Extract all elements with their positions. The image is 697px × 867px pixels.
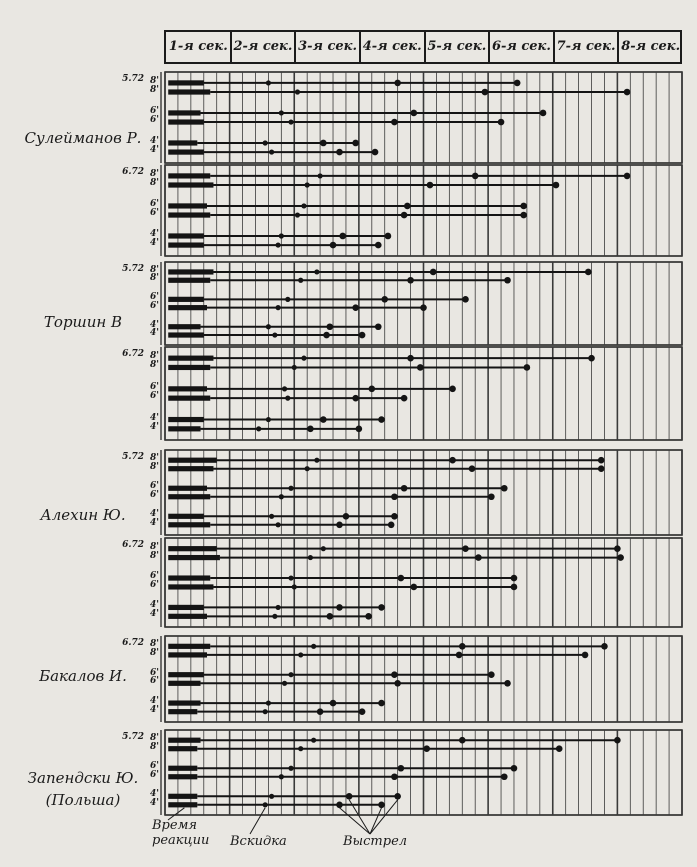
shot-point <box>356 426 363 433</box>
reaction-bar <box>168 119 204 124</box>
shot-point <box>326 323 333 330</box>
shot-point <box>336 604 343 611</box>
shot-point <box>511 584 518 591</box>
distance-label: 4' <box>149 696 159 707</box>
shot-point <box>511 765 518 772</box>
second-label-3: 3-я сек. <box>298 39 357 54</box>
distance-label: 6' <box>149 208 159 219</box>
shot-point <box>372 149 379 156</box>
session-date: 6.72 <box>122 167 144 177</box>
reaction-bar <box>168 466 213 471</box>
toss-point <box>275 605 280 610</box>
distance-label: 8' <box>149 178 159 189</box>
toss-point <box>288 119 293 124</box>
shot-point <box>582 652 589 659</box>
shot-point <box>359 708 366 715</box>
reaction-bar <box>168 605 204 610</box>
legend-toss: Вскидка <box>230 834 287 849</box>
reaction-bar <box>168 546 216 551</box>
toss-point <box>292 584 297 589</box>
distance-label: 6' <box>149 481 159 492</box>
toss-point <box>279 233 284 238</box>
toss-point <box>288 486 293 491</box>
legend-reaction-line1: Время <box>152 818 197 833</box>
athlete-name: Алехин Ю. <box>40 506 126 524</box>
reaction-bar <box>168 396 210 401</box>
shot-point <box>501 773 508 780</box>
shot-point <box>624 89 631 96</box>
shot-point <box>336 149 343 156</box>
shot-point <box>520 212 527 219</box>
legend-reaction <box>152 818 209 848</box>
reaction-bar <box>168 365 210 370</box>
reaction-bar <box>168 766 197 771</box>
reaction-bar <box>168 110 200 115</box>
shot-point <box>601 643 608 650</box>
toss-point <box>311 738 316 743</box>
toss-point <box>263 140 268 145</box>
toss-point <box>288 766 293 771</box>
reaction-bar <box>168 614 207 619</box>
shot-point <box>459 643 466 650</box>
shot-point <box>430 269 437 276</box>
reaction-bar <box>168 486 207 491</box>
session-date: 5.72 <box>122 452 144 462</box>
reaction-bar <box>168 173 210 178</box>
distance-label: 8' <box>149 461 159 472</box>
shot-point <box>401 485 408 492</box>
reaction-bar <box>168 584 213 589</box>
shot-point <box>391 119 398 126</box>
distance-label: 8' <box>149 168 159 179</box>
shot-point <box>320 416 327 423</box>
reaction-bar <box>168 522 210 527</box>
toss-point <box>298 746 303 751</box>
shot-point <box>385 233 392 240</box>
second-label-8: 8-я сек. <box>621 39 681 54</box>
shot-point <box>520 203 527 210</box>
shot-point <box>381 296 388 303</box>
reaction-bar <box>168 242 204 247</box>
legend-reaction-line2: реакции <box>152 833 210 848</box>
shot-point <box>462 545 469 552</box>
reaction-bar <box>168 305 207 310</box>
shot-point <box>375 242 382 249</box>
shot-point <box>588 355 595 362</box>
reaction-bar <box>168 652 207 657</box>
distance-label: 8' <box>149 360 159 371</box>
reaction-bar <box>168 297 204 302</box>
shot-point <box>352 304 359 311</box>
distance-label: 4' <box>149 797 159 808</box>
shot-point <box>524 364 531 371</box>
shot-point <box>394 80 401 87</box>
shot-point <box>378 604 385 611</box>
distance-label: 4' <box>149 412 159 423</box>
distance-label: 4' <box>149 600 159 611</box>
toss-point <box>282 386 287 391</box>
reaction-bar <box>168 233 204 238</box>
athlete-name: Бакалов И. <box>39 667 127 685</box>
session-date: 6.72 <box>122 540 144 550</box>
shot-point <box>511 575 518 582</box>
shot-point <box>404 203 411 210</box>
shot-point <box>488 671 495 678</box>
shot-point <box>556 745 563 752</box>
distance-label: 8' <box>149 541 159 552</box>
reaction-bar <box>168 80 204 85</box>
distance-label: 6' <box>149 300 159 311</box>
shot-point <box>598 465 605 472</box>
shot-point <box>375 323 382 330</box>
distance-label: 8' <box>149 550 159 561</box>
toss-point <box>288 672 293 677</box>
reaction-bar <box>168 332 204 337</box>
distance-label: 6' <box>149 667 159 678</box>
toss-point <box>269 794 274 799</box>
distance-label: 6' <box>149 115 159 126</box>
reaction-bar <box>168 203 207 208</box>
legend-pointer-toss <box>250 808 265 834</box>
shot-point <box>391 773 398 780</box>
shot-point <box>420 304 427 311</box>
reaction-bar <box>168 356 213 361</box>
shot-point <box>475 554 482 561</box>
toss-point <box>301 203 306 208</box>
shot-point <box>336 522 343 529</box>
toss-point <box>288 575 293 580</box>
toss-point <box>295 212 300 217</box>
toss-point <box>256 426 261 431</box>
distance-label: 6' <box>149 391 159 402</box>
shot-point <box>624 173 631 180</box>
athlete-country: (Польша) <box>45 791 121 809</box>
shot-point <box>459 737 466 744</box>
shot-point <box>398 765 405 772</box>
second-label-4: 4-я сек. <box>362 39 422 54</box>
shot-point <box>462 296 469 303</box>
reaction-bar <box>168 140 197 145</box>
reaction-bar <box>168 458 216 463</box>
toss-point <box>308 555 313 560</box>
shot-point <box>407 277 414 284</box>
reaction-bar <box>168 182 213 187</box>
distance-label: 4' <box>149 145 159 156</box>
legend-shot: Выстрел <box>343 834 408 849</box>
reaction-bar <box>168 672 204 677</box>
toss-point <box>295 89 300 94</box>
distance-label: 4' <box>149 228 159 239</box>
distance-label: 8' <box>149 85 159 96</box>
reaction-bar <box>168 681 200 686</box>
toss-point <box>279 774 284 779</box>
shot-point <box>359 332 366 339</box>
shot-point <box>417 364 424 371</box>
session-date: 5.72 <box>122 74 144 84</box>
athlete-name: Запендски Ю. <box>27 769 139 787</box>
shot-point <box>427 182 434 189</box>
distance-label: 4' <box>149 609 159 620</box>
distance-label: 4' <box>149 328 159 339</box>
shot-point <box>585 269 592 276</box>
distance-label: 8' <box>149 741 159 752</box>
shot-point <box>336 802 343 809</box>
distance-label: 8' <box>149 351 159 362</box>
shot-point <box>411 110 418 117</box>
toss-point <box>279 110 284 115</box>
second-label-2: 2-я сек. <box>233 39 293 54</box>
toss-point <box>298 652 303 657</box>
distance-label: 8' <box>149 733 159 744</box>
shot-point <box>394 793 401 800</box>
distance-label: 6' <box>149 761 159 772</box>
shot-point <box>407 355 414 362</box>
distance-label: 6' <box>149 198 159 209</box>
reaction-bar <box>168 386 207 391</box>
toss-point <box>321 546 326 551</box>
shot-point <box>401 212 408 219</box>
shot-point <box>339 233 346 240</box>
distance-label: 4' <box>149 509 159 520</box>
session-date: 5.72 <box>122 732 144 742</box>
shot-point <box>504 680 511 687</box>
shot-point <box>388 522 395 529</box>
toss-point <box>266 324 271 329</box>
toss-point <box>305 466 310 471</box>
athlete-name: Торшин В <box>43 313 123 331</box>
shot-point <box>394 680 401 687</box>
reaction-bar <box>168 802 197 807</box>
reaction-bar <box>168 417 204 422</box>
toss-point <box>282 681 287 686</box>
shot-point <box>614 545 621 552</box>
shot-point <box>488 493 495 500</box>
shot-point <box>411 584 418 591</box>
distance-label: 4' <box>149 704 159 715</box>
distance-label: 8' <box>149 75 159 86</box>
shot-point <box>449 386 456 393</box>
athlete-name: Сулейманов Р. <box>24 129 142 147</box>
distance-label: 8' <box>149 264 159 275</box>
distance-label: 6' <box>149 676 159 687</box>
toss-point <box>272 332 277 337</box>
toss-point <box>263 802 268 807</box>
toss-point <box>279 494 284 499</box>
reaction-bar <box>168 149 204 154</box>
toss-point <box>272 614 277 619</box>
distance-label: 8' <box>149 639 159 650</box>
second-label-6: 6-я сек. <box>492 39 551 54</box>
reaction-bar <box>168 555 220 560</box>
shot-point <box>323 332 330 339</box>
distance-label: 8' <box>149 273 159 284</box>
distance-label: 6' <box>149 579 159 590</box>
toss-point <box>275 305 280 310</box>
toss-point <box>266 700 271 705</box>
shot-point <box>330 700 337 707</box>
shot-point <box>346 793 353 800</box>
distance-label: 6' <box>149 769 159 780</box>
toss-point <box>314 458 319 463</box>
reaction-bar <box>168 746 197 751</box>
shot-point <box>514 80 521 87</box>
reaction-bar <box>168 494 210 499</box>
reaction-bar <box>168 709 197 714</box>
reaction-bar <box>168 644 210 649</box>
shot-point <box>617 554 624 561</box>
shot-point <box>378 700 385 707</box>
shot-point <box>378 802 385 809</box>
reaction-bar <box>168 269 213 274</box>
shot-point <box>598 457 605 464</box>
shot-point <box>352 140 359 147</box>
legend-pointer-shot <box>339 808 370 834</box>
toss-point <box>263 709 268 714</box>
toss-point <box>275 242 280 247</box>
session-date: 5.72 <box>122 264 144 274</box>
shot-point <box>498 119 505 126</box>
distance-label: 4' <box>149 421 159 432</box>
shot-point <box>449 457 456 464</box>
distance-label: 6' <box>149 571 159 582</box>
session-date: 6.72 <box>122 638 144 648</box>
toss-point <box>292 365 297 370</box>
shot-point <box>369 386 376 393</box>
shot-point <box>469 465 476 472</box>
toss-point <box>298 278 303 283</box>
toss-point <box>311 644 316 649</box>
distance-label: 8' <box>149 647 159 658</box>
distance-label: 4' <box>149 135 159 146</box>
session-date: 6.72 <box>122 349 144 359</box>
shot-point <box>326 613 333 620</box>
toss-point <box>269 514 274 519</box>
shot-point <box>423 745 430 752</box>
toss-point <box>301 356 306 361</box>
shot-point <box>540 110 547 117</box>
distance-label: 4' <box>149 319 159 330</box>
shot-point <box>456 652 463 659</box>
reaction-bar <box>168 575 210 580</box>
shot-point <box>553 182 560 189</box>
reaction-bar <box>168 89 210 94</box>
shot-point <box>391 493 398 500</box>
shot-point <box>401 395 408 402</box>
toss-point <box>275 522 280 527</box>
shot-point <box>352 395 359 402</box>
reaction-bar <box>168 324 200 329</box>
shot-point <box>330 242 337 249</box>
distance-label: 4' <box>149 238 159 249</box>
toss-point <box>318 173 323 178</box>
distance-label: 6' <box>149 105 159 116</box>
distance-label: 4' <box>149 789 159 800</box>
shot-point <box>614 737 621 744</box>
toss-point <box>314 269 319 274</box>
second-label-7: 7-я сек. <box>556 39 616 54</box>
distance-label: 6' <box>149 489 159 500</box>
shot-point <box>398 575 405 582</box>
reaction-bar <box>168 774 197 779</box>
toss-point <box>269 149 274 154</box>
shot-point <box>365 613 372 620</box>
second-label-5: 5-я сек. <box>427 39 487 54</box>
shot-point <box>391 671 398 678</box>
toss-point <box>305 182 310 187</box>
toss-point <box>266 417 271 422</box>
shot-point <box>501 485 508 492</box>
toss-point <box>266 80 271 85</box>
shot-point <box>504 277 511 284</box>
shot-point <box>320 140 327 147</box>
distance-label: 6' <box>149 381 159 392</box>
second-label-1: 1-я сек. <box>168 39 228 54</box>
shot-point <box>317 708 324 715</box>
shot-point <box>343 513 350 520</box>
reaction-bar <box>168 278 210 283</box>
shot-point <box>307 426 314 433</box>
distance-label: 6' <box>149 292 159 303</box>
distance-label: 4' <box>149 517 159 528</box>
shot-point <box>482 89 489 96</box>
toss-point <box>285 396 290 401</box>
reaction-bar <box>168 700 200 705</box>
shot-point <box>378 416 385 423</box>
reaction-bar <box>168 794 197 799</box>
shot-point <box>391 513 398 520</box>
shot-point <box>472 173 479 180</box>
reaction-bar <box>168 738 200 743</box>
distance-label: 8' <box>149 453 159 464</box>
reaction-bar <box>168 514 204 519</box>
reaction-bar <box>168 212 210 217</box>
reaction-bar <box>168 426 200 431</box>
toss-point <box>285 297 290 302</box>
